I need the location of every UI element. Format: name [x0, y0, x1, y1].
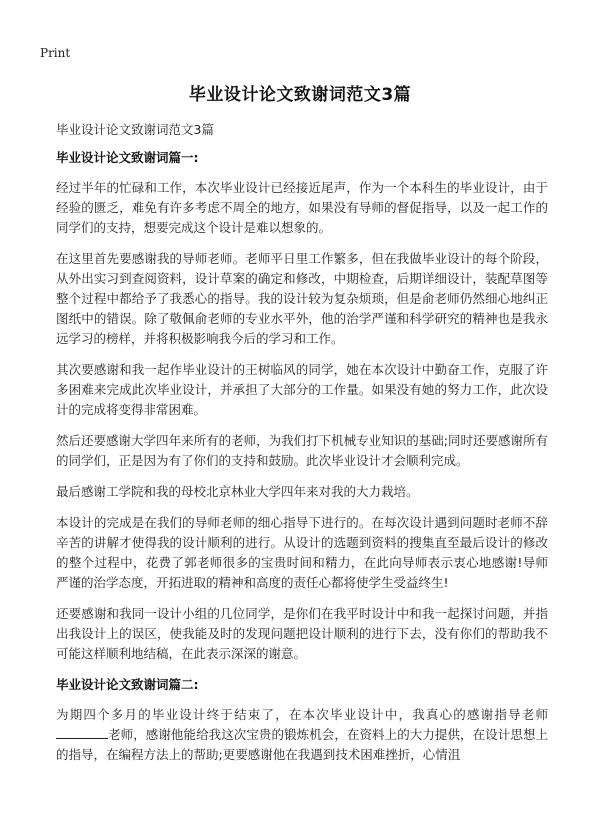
paragraph: 最后感谢工学院和我的母校北京林业大学四年来对我的大力栽培。	[56, 484, 419, 499]
paragraph-text-rest: 老师，感谢他能给我这次宝贵的锻炼机会，在资料上的大力提供，在设计思想上的指导，在编程方法上的帮助;更要感谢他在我遇到技术困难挫折，心情沮	[56, 727, 548, 762]
document-body	[56, 148, 548, 776]
paragraph	[56, 705, 548, 765]
print-link[interactable]: Print	[40, 46, 71, 60]
page-title: 毕业设计论文致谢词范文3篇	[188, 85, 412, 105]
paragraph: 其次要感谢和我一起作毕业设计的王树临风的同学，她在本次设计中勤奋工作，克服了许多困难来完成此次毕业设计，并承担了大部分的工作量。如果没有她的努力工作，此次设计的完成将变得非常困难。	[56, 362, 548, 417]
paragraph-text-start: 为期四个多月的毕业设计终于结束了，在本次毕业设计中，我真心的感谢指导老师	[56, 707, 548, 722]
paragraph: 然后还要感谢大学四年来所有的老师，为我们打下机械专业知识的基础;同时还要感谢所有的同学们，正是因为有了你们的支持和鼓励。此次毕业设计才会顺利完成。	[56, 433, 548, 468]
paragraph: 在这里首先要感谢我的导师老师。老师平日里工作繁多，但在我做毕业设计的每个阶段，从外出实习到查阅资料，设计草案的确定和修改，中期检查，后期详细设计，装配草图等整个过程中都给予了我悉心的指导。我的设计较为复杂烦琐，但是俞老师仍然细心地纠正图纸中的错误。除了敬佩俞老师的专业水平外，他的治学严谨和科学研究的精神也是我永远学习的榜样，并将积极影响我今后的学习和工作。	[56, 251, 548, 346]
section-heading-2: 毕业设计论文致谢词篇二:	[56, 677, 199, 692]
section-heading-1: 毕业设计论文致谢词篇一:	[56, 150, 199, 165]
paragraph: 经过半年的忙碌和工作，本次毕业设计已经接近尾声，作为一个本科生的毕业设计，由于经验的匮乏，难免有许多考虑不周全的地方，如果没有导师的督促指导，以及一起工作的同学们的支持，想要完成这个设计是难以想象的。	[56, 180, 548, 235]
blank-line	[56, 726, 108, 739]
paragraph: 本设计的完成是在我们的导师老师的细心指导下进行的。在每次设计遇到问题时老师不辞辛苦的讲解才使得我的设计顺利的进行。从设计的选题到资料的搜集直至最后设计的修改的整个过程中，花费了郭老师很多的宝贵时间和精力，在此向导师表示衷心地感谢!导师严谨的治学态度，开拓进取的精神和高度的责任心都将使学生受益终生!	[56, 515, 548, 590]
document-subtitle: 毕业设计论文致谢词范文3篇	[56, 122, 214, 137]
paragraph: 还要感谢和我同一设计小组的几位同学，是你们在我平时设计中和我一起探讨问题，并指出我设计上的误区，使我能及时的发现问题把设计顺利的进行下去，没有你们的帮助我不可能这样顺利地结稿，在此表示深深的谢意。	[56, 606, 548, 661]
